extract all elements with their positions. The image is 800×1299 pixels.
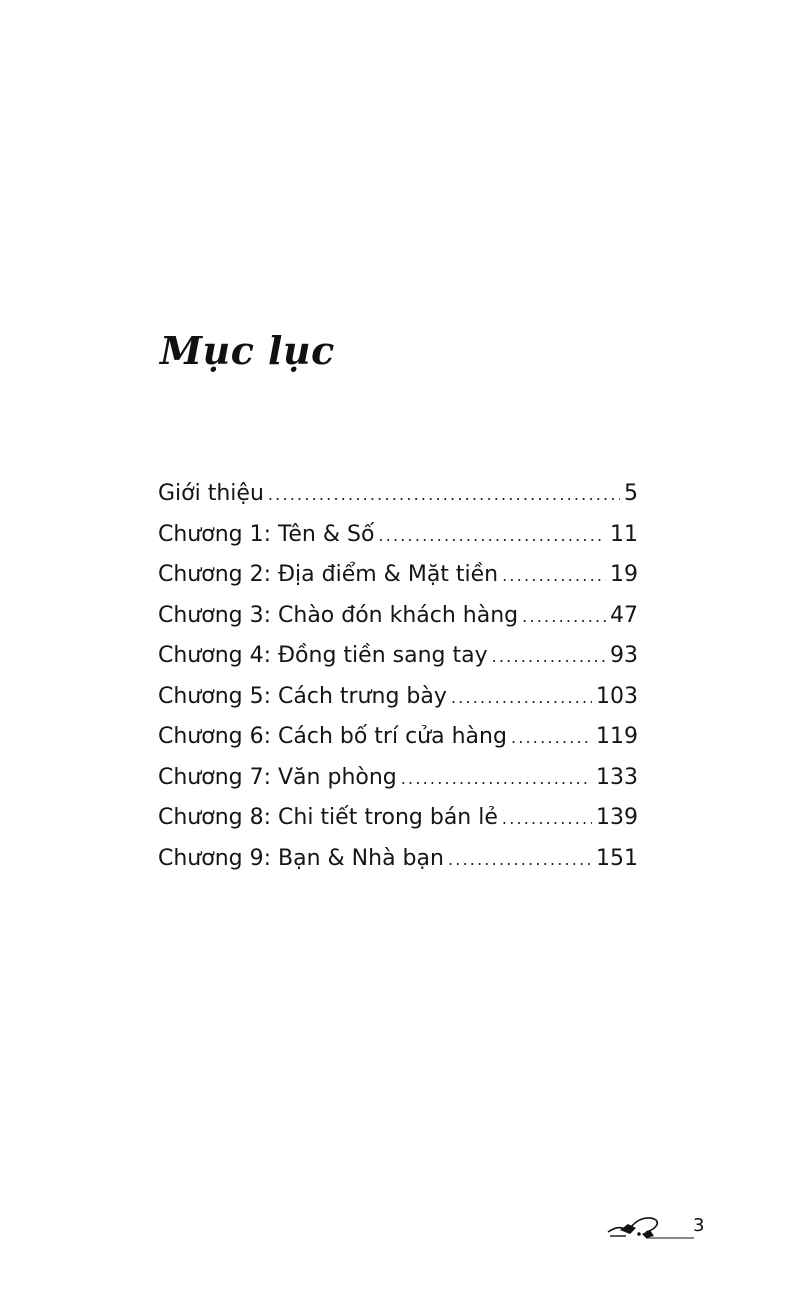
dot-leader (511, 718, 592, 759)
toc-entry-page: 93 (610, 643, 638, 668)
toc-entry-label: Chương 7: Văn phòng (158, 764, 397, 790)
toc-entry-label: Chương 6: Cách bố trí cửa hàng (158, 724, 507, 749)
dot-leader (502, 799, 592, 840)
toc-entry-chapter-3 (158, 596, 638, 637)
dot-leader (522, 597, 606, 638)
toc-entry-label: Chương 4: Đồng tiền sang tay (158, 643, 488, 668)
dot-leader (451, 678, 592, 719)
toc-entry-label: Chương 9: Bạn & Nhà bạn (158, 845, 444, 871)
dot-leader (378, 516, 606, 557)
toc-entry-chapter-4 (158, 636, 638, 677)
toc-entry-chapter-1 (158, 515, 638, 556)
pen-flourish-icon (606, 1212, 696, 1244)
toc-entry-label: Chương 2: Địa điểm & Mặt tiền (158, 562, 499, 587)
dot-leader (502, 556, 606, 597)
toc-entry-label: Chương 3: Chào đón khách hàng (158, 602, 519, 628)
toc-entry-page: 47 (610, 602, 638, 628)
toc-entry-page: 11 (610, 521, 638, 547)
toc-entry-chapter-8 (158, 798, 638, 839)
toc-entry-label: Chương 8: Chi tiết trong bán lẻ (158, 805, 498, 830)
toc-entry-label: Chương 1: Tên & Số (158, 521, 375, 547)
dot-leader (492, 637, 606, 678)
dot-leader (401, 759, 592, 800)
toc-entry-chapter-7 (158, 758, 638, 799)
page-title: Mục lục (160, 328, 335, 373)
toc-entry-page: 5 (624, 481, 638, 506)
toc-entry-introduction (158, 474, 638, 515)
toc-entry-page: 103 (596, 683, 638, 709)
toc-entry-chapter-5 (158, 677, 638, 718)
toc-entry-chapter-2 (158, 555, 638, 596)
toc-entry-label: Chương 5: Cách trưng bày (158, 683, 447, 709)
toc-entry-chapter-9 (158, 839, 638, 880)
toc-entry-label: Giới thiệu (158, 481, 264, 506)
toc-entry-page: 119 (596, 724, 638, 749)
table-of-contents (158, 474, 638, 879)
toc-entry-page: 133 (596, 764, 638, 790)
dot-leader (448, 840, 592, 881)
dot-leader (268, 475, 620, 516)
toc-entry-page: 151 (596, 845, 638, 871)
page-number: 3 (693, 1215, 705, 1236)
toc-entry-page: 139 (596, 805, 638, 830)
toc-entry-chapter-6 (158, 717, 638, 758)
toc-entry-page: 19 (610, 562, 638, 587)
